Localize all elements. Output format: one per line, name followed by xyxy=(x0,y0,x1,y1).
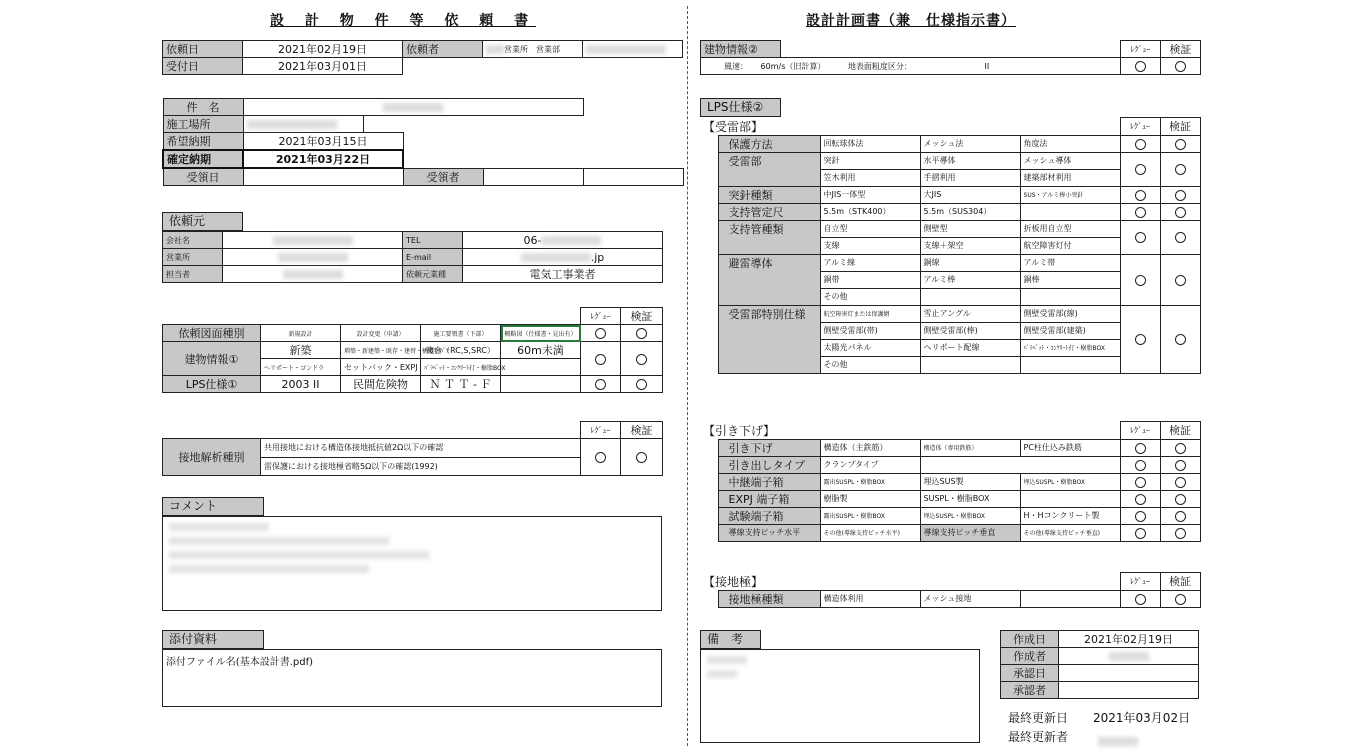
received-date-value[interactable]: 2021年03月01日 xyxy=(243,58,403,75)
lead-type-clamp[interactable]: クランプタイプ xyxy=(820,456,920,473)
circle-icon xyxy=(1135,207,1146,218)
lps-spec1-empty[interactable] xyxy=(501,376,581,393)
pitch-horizontal-other[interactable]: その他(導線支持ピッチ水平) xyxy=(820,524,920,541)
office-value[interactable] xyxy=(223,249,403,266)
relay-box-review-check[interactable] xyxy=(1120,473,1160,490)
company-label: 会社名 xyxy=(163,232,223,249)
requester-name[interactable] xyxy=(583,41,683,58)
circle-icon xyxy=(1175,139,1186,150)
circle-icon xyxy=(1175,190,1186,201)
rod-type-mid-jis[interactable]: 中JIS一体型 xyxy=(820,186,920,203)
circle-icon xyxy=(1135,477,1146,488)
approved-date-value[interactable] xyxy=(1059,665,1199,682)
approved-date-label: 承認日 xyxy=(1001,665,1059,682)
pipe-type-verify-check[interactable] xyxy=(1160,220,1200,254)
receptor-coping[interactable]: 笠木利用 xyxy=(820,169,920,186)
test-box-verify-check[interactable] xyxy=(1160,507,1200,524)
receiver-value[interactable] xyxy=(483,168,583,186)
ground-review-check[interactable] xyxy=(581,439,621,476)
protection-review-check[interactable] xyxy=(1120,135,1160,152)
building-structure[interactable]: 複合（RC,S,SRC） xyxy=(421,342,501,359)
created-date[interactable]: 2021年02月19日 xyxy=(1059,631,1199,648)
circle-icon xyxy=(1175,232,1186,243)
created-label: 作成日 xyxy=(1001,631,1059,648)
special-other[interactable]: その他 xyxy=(820,356,920,373)
pitch-vertical-other[interactable]: その他(導線支持ピッチ垂直) xyxy=(1020,524,1120,541)
receptor-building-member[interactable]: 建築部材利用 xyxy=(1020,169,1120,186)
circle-icon xyxy=(595,354,606,365)
rod-type-large-jis[interactable]: 大JIS xyxy=(920,186,1020,203)
circle-icon xyxy=(1135,460,1146,471)
test-box-review-check[interactable] xyxy=(1120,507,1160,524)
lps-spec1-hazard[interactable]: 民間危険物 xyxy=(341,376,421,393)
desired-delivery-value[interactable]: 2021年03月15日 xyxy=(243,133,403,151)
pipe-length-verify-check[interactable] xyxy=(1160,203,1200,220)
pitch-horizontal-label: 導線支持ピッチ水平 xyxy=(718,524,820,541)
special-wall-building[interactable]: 側壁受雷部(建築) xyxy=(1020,322,1120,339)
approver-label: 承認者 xyxy=(1001,682,1059,699)
fixed-delivery-label: 確定納期 xyxy=(163,150,243,168)
attach-text: 添付ファイル名(基本設計書.pdf) xyxy=(166,657,313,668)
earth-structure[interactable]: 構造体利用 xyxy=(820,590,920,607)
creator-value[interactable] xyxy=(1059,648,1199,665)
last-updated-value: 2021年03月02日 xyxy=(1093,711,1191,725)
special-solar-panel[interactable]: 太陽光パネル xyxy=(820,339,920,356)
relay-box-label: 中継端子箱 xyxy=(718,473,820,490)
site-value[interactable] xyxy=(243,116,363,133)
last-updater-value xyxy=(1098,731,1138,750)
lps-spec1-label: LPS仕様① xyxy=(163,376,261,393)
client-header: 依頼元 xyxy=(162,212,243,231)
circle-icon xyxy=(1175,443,1186,454)
building-new[interactable]: 新築 xyxy=(261,342,341,359)
circle-icon xyxy=(1135,164,1146,175)
request-date-label: 依頼日 xyxy=(163,41,243,58)
site-label: 施工場所 xyxy=(163,116,243,133)
receipt-date-value[interactable] xyxy=(243,168,403,186)
tel-label: TEL xyxy=(403,232,463,249)
lead-type-empty[interactable] xyxy=(920,456,1120,473)
request-info-table xyxy=(162,40,683,75)
drawing-type-table xyxy=(162,307,663,393)
project-name-value[interactable] xyxy=(243,99,583,116)
circle-icon xyxy=(1175,61,1186,72)
circle-icon xyxy=(636,379,647,390)
building-extension[interactable]: 増築・新建築・既存・建替・構造物ﾊﾟﾌ xyxy=(341,342,421,359)
conductor-review-check[interactable] xyxy=(1120,254,1160,305)
receptor-verify-check[interactable] xyxy=(1160,152,1200,186)
circle-icon xyxy=(1175,594,1186,605)
drawing-type-outline[interactable]: 概略図（仕様書・見出有） xyxy=(501,325,581,342)
test-box-exposed[interactable]: 露出SUSPL・樹脂BOX xyxy=(820,507,920,524)
downconductor-pc-column[interactable]: PC柱仕込み鉄筋 xyxy=(1020,439,1120,456)
ground-analysis-label: 接地解析種別 xyxy=(163,439,261,476)
circle-icon xyxy=(1135,275,1146,286)
protection-angle[interactable]: 角度法 xyxy=(1020,135,1120,152)
right-title: 設計計画書（兼 仕様指示書） xyxy=(806,13,1016,29)
rod-type-review-check[interactable] xyxy=(1120,186,1160,203)
conductor-label: 避雷導体 xyxy=(718,254,820,305)
earth-review-check[interactable] xyxy=(1120,590,1160,607)
circle-icon xyxy=(636,354,647,365)
circle-icon xyxy=(1135,61,1146,72)
project-table xyxy=(162,98,684,186)
building-verify-check[interactable] xyxy=(621,342,663,376)
conductor-empty-1[interactable] xyxy=(920,288,1020,305)
ground-analysis-table xyxy=(162,421,663,476)
pipe-type-guy[interactable]: 支線 xyxy=(820,237,920,254)
building-info1-label: 建物情報① xyxy=(163,342,261,376)
circle-icon xyxy=(595,379,606,390)
downconductor-table xyxy=(700,421,1201,542)
industry-value[interactable]: 電気工事業者 xyxy=(463,266,663,283)
circle-icon xyxy=(1135,334,1146,345)
conductor-other[interactable]: その他 xyxy=(820,288,920,305)
circle-icon xyxy=(1135,443,1146,454)
test-box-label: 試験端子箱 xyxy=(718,507,820,524)
special-verify-check[interactable] xyxy=(1160,305,1200,373)
conductor-cu-wire[interactable]: 銅線 xyxy=(920,254,1020,271)
downconductor-label: 引き下げ xyxy=(718,439,820,456)
pipe-length-label: 支持管定尺 xyxy=(718,203,820,220)
company-value[interactable] xyxy=(223,232,403,249)
lps-spec2-header: LPS仕様② xyxy=(700,98,781,117)
drawing-type-change[interactable]: 設計変更（申請） xyxy=(341,325,421,342)
attach-header: 添付資料 xyxy=(162,630,264,649)
drawing-type-new[interactable]: 新規設計 xyxy=(261,325,341,342)
circle-icon xyxy=(1135,139,1146,150)
client-table xyxy=(162,231,663,283)
email-label: E-mail xyxy=(403,249,463,266)
rod-type-verify-check[interactable] xyxy=(1160,186,1200,203)
circle-icon xyxy=(595,328,606,339)
relay-box-exposed[interactable]: 露出SUSPL・樹脂BOX xyxy=(820,473,920,490)
receptor-rod[interactable]: 突針 xyxy=(820,152,920,169)
receptor-table xyxy=(700,117,1201,374)
circle-icon xyxy=(1175,460,1186,471)
conductor-verify-check[interactable] xyxy=(1160,254,1200,305)
lead-type-label: 引き出しタイプ xyxy=(718,456,820,473)
pipe-type-label: 支持管種類 xyxy=(718,220,820,254)
pitch-vertical-label: 導線支持ピッチ垂直 xyxy=(920,524,1020,541)
expj-box-verify-check[interactable] xyxy=(1160,490,1200,507)
receptor-horizontal[interactable]: 水平導体 xyxy=(920,152,1020,169)
circle-icon xyxy=(1135,494,1146,505)
last-updated-label: 最終更新日 xyxy=(1008,711,1069,725)
special-heliport-wiring[interactable]: ヘリポート配線 xyxy=(920,339,1020,356)
pipe-type-review-check[interactable] xyxy=(1120,220,1160,254)
request-date-value[interactable]: 2021年02月19日 xyxy=(243,41,403,58)
conductor-al-rod[interactable]: アルミ棒 xyxy=(920,271,1020,288)
lps-spec1-verify-check[interactable] xyxy=(621,376,663,393)
pipe-type-guy-aerial[interactable]: 支線＋架空 xyxy=(920,237,1020,254)
special-empty-2[interactable] xyxy=(1020,356,1120,373)
verify-col-header-6: 検証 xyxy=(1160,573,1200,591)
circle-icon xyxy=(1135,232,1146,243)
building-info2-header: 建物情報② xyxy=(701,41,781,58)
ground-analysis-option1[interactable]: 共用接地における構造体接地抵抗値2Ω以下の確認 xyxy=(261,439,581,458)
person-label: 担当者 xyxy=(163,266,223,283)
special-snow-angle[interactable]: 雪止アングル xyxy=(920,305,1020,322)
circle-icon xyxy=(1175,477,1186,488)
lps-spec1-standard[interactable]: 2003 II xyxy=(261,376,341,393)
desired-delivery-label: 希望納期 xyxy=(163,133,243,151)
drawing-type-review-check[interactable] xyxy=(581,325,621,342)
pipe-length-review-check[interactable] xyxy=(1120,203,1160,220)
circle-icon xyxy=(636,328,647,339)
verify-col-header-5: 検証 xyxy=(1160,422,1200,440)
downconductor-dedicated-rebar[interactable]: 構造体（専用鉄筋） xyxy=(920,439,1020,456)
test-box-hh-concrete[interactable]: H・Hコンクリート製 xyxy=(1020,507,1120,524)
downconductor-section-title: 【引き下げ】 xyxy=(703,423,776,438)
pipe-length-sus[interactable]: 5.5m（SUS304） xyxy=(920,203,1020,220)
email-value[interactable]: .jp xyxy=(463,249,663,266)
special-wall-rod[interactable]: 側壁受雷部(棒) xyxy=(920,322,1020,339)
circle-icon xyxy=(1135,594,1146,605)
downconductor-main-rebar[interactable]: 構造体（主鉄筋） xyxy=(820,439,920,456)
lead-type-review-check[interactable] xyxy=(1120,456,1160,473)
fixed-delivery-value[interactable]: 2021年03月22日 xyxy=(243,150,403,168)
review-col-header-6: ﾚｸﾞｭｰ xyxy=(1120,573,1160,591)
circle-icon xyxy=(1175,207,1186,218)
special-empty-1[interactable] xyxy=(920,356,1020,373)
pitch-verify-check[interactable] xyxy=(1160,524,1200,541)
relay-box-embedded-suspl[interactable]: 埋込SUSPL・樹脂BOX xyxy=(1020,473,1120,490)
special-wall-wire[interactable]: 側壁受雷部(線) xyxy=(1020,305,1120,322)
special-parapet[interactable]: ﾊﾟﾗﾍﾟｯﾄ・ｺﾝｸﾘｰﾄ打・樹脂BOX xyxy=(1020,339,1120,356)
person-value[interactable] xyxy=(223,266,403,283)
wind-row[interactable]: 風速： 60m/s（旧計算） 地表面粗度区分： II xyxy=(701,58,1121,75)
circle-icon xyxy=(1175,494,1186,505)
receipt-date-label: 受領日 xyxy=(163,168,243,186)
circle-icon xyxy=(1135,528,1146,539)
receiver-label: 受領者 xyxy=(403,168,483,186)
drawing-type-procedure[interactable]: 施工要領書（下部） xyxy=(421,325,501,342)
downconductor-verify-check[interactable] xyxy=(1160,439,1200,456)
receptor-section-title: 【受雷部】 xyxy=(703,119,764,134)
protection-mesh[interactable]: メッシュ法 xyxy=(920,135,1020,152)
pitch-review-check[interactable] xyxy=(1120,524,1160,541)
pipe-type-standalone[interactable]: 自立型 xyxy=(820,220,920,237)
left-title: 設 計 物 件 等 依 頼 書 xyxy=(270,13,537,29)
circle-icon xyxy=(595,452,606,463)
conductor-al-wire[interactable]: アルミ線 xyxy=(820,254,920,271)
expj-box-empty[interactable] xyxy=(1020,490,1120,507)
drawing-type-verify-check[interactable] xyxy=(621,325,663,342)
attach-box[interactable] xyxy=(162,649,662,707)
review-col-header-4: ﾚｸﾞｭｰ xyxy=(1120,118,1160,136)
ground-verify-check[interactable] xyxy=(621,439,663,476)
office-label: 営業所 xyxy=(163,249,223,266)
circle-icon xyxy=(1135,190,1146,201)
creator-label: 作成者 xyxy=(1001,648,1059,665)
review-col-header-3: ﾚｸﾞｭｰ xyxy=(1121,41,1161,58)
expj-box-resin[interactable]: 樹脂製 xyxy=(820,490,920,507)
wind-review-check[interactable] xyxy=(1121,58,1161,75)
circle-icon xyxy=(1175,528,1186,539)
building-parapet[interactable]: ﾊﾟﾗﾍﾟｯﾄ・ｺﾝｸﾘｰﾄ打・樹脂BOX xyxy=(421,359,501,376)
lps-spec1-review-check[interactable] xyxy=(581,376,621,393)
conductor-empty-2[interactable] xyxy=(1020,288,1120,305)
review-col-header-2: ﾚｸﾞｭｰ xyxy=(581,422,621,439)
earth-mesh[interactable]: メッシュ接地 xyxy=(920,590,1020,607)
special-aviation-net[interactable]: 航空障害灯または保護網 xyxy=(820,305,920,322)
protection-verify-check[interactable] xyxy=(1160,135,1200,152)
review-col-header-5: ﾚｸﾞｭｰ xyxy=(1120,422,1160,440)
special-wall-strip[interactable]: 側壁受雷部(帯) xyxy=(820,322,920,339)
expj-box-review-check[interactable] xyxy=(1120,490,1160,507)
pipe-length-stk[interactable]: 5.5m（STK400） xyxy=(820,203,920,220)
pipe-type-wall[interactable]: 側壁型 xyxy=(920,220,1020,237)
building-setback[interactable]: セットバック・EXPJ xyxy=(341,359,421,376)
circle-icon xyxy=(1135,511,1146,522)
downconductor-review-check[interactable] xyxy=(1120,439,1160,456)
industry-label: 依頼元業種 xyxy=(403,266,463,283)
relay-box-verify-check[interactable] xyxy=(1160,473,1200,490)
pipe-type-folded[interactable]: 折板用自立型 xyxy=(1020,220,1120,237)
circle-icon xyxy=(1175,334,1186,345)
comment-header: コメント xyxy=(162,497,264,516)
receiver-extra[interactable] xyxy=(583,168,683,186)
building-heliport[interactable]: ヘリポート・ゴンドラ xyxy=(261,359,341,376)
review-col-header: ﾚｸﾞｭｰ xyxy=(581,308,621,325)
comment-box[interactable] xyxy=(162,516,662,611)
conductor-al-strip[interactable]: アルミ帯 xyxy=(1020,254,1120,271)
received-date-label: 受付日 xyxy=(163,58,243,75)
receptor-handrail[interactable]: 手摺利用 xyxy=(920,169,1020,186)
building-info2-table xyxy=(700,40,1201,75)
receptor-label: 受雷部 xyxy=(718,152,820,186)
rod-type-sus[interactable]: SUS・アルミ棒小突針 xyxy=(1020,186,1120,203)
earth-verify-check[interactable] xyxy=(1160,590,1200,607)
conductor-cu-strip[interactable]: 銅帯 xyxy=(820,271,920,288)
pipe-length-empty[interactable] xyxy=(1020,203,1120,220)
building-height[interactable]: 60m未満 xyxy=(501,342,581,359)
remarks-box[interactable] xyxy=(700,649,980,743)
verify-col-header-4: 検証 xyxy=(1160,118,1200,136)
last-updater-label: 最終更新者 xyxy=(1008,730,1069,744)
earth-type-label: 接地極種類 xyxy=(718,590,820,607)
pipe-type-aviation-light[interactable]: 航空障害灯付 xyxy=(1020,237,1120,254)
requester-label: 依頼者 xyxy=(403,41,483,58)
remarks-header: 備 考 xyxy=(700,630,761,649)
special-review-check[interactable] xyxy=(1120,305,1160,373)
special-spec-label: 受雷部特別仕様 xyxy=(718,305,820,373)
drawing-type-label: 依頼図面種別 xyxy=(163,325,261,342)
earth-section-title: 【接地極】 xyxy=(703,574,764,589)
building-empty[interactable] xyxy=(501,359,581,376)
earth-table xyxy=(700,572,1201,608)
wind-verify-check[interactable] xyxy=(1161,58,1201,75)
protection-method-label: 保護方法 xyxy=(718,135,820,152)
circle-icon xyxy=(1175,511,1186,522)
rod-type-label: 突針種類 xyxy=(718,186,820,203)
verify-col-header-3: 検証 xyxy=(1161,41,1201,58)
approver-value[interactable] xyxy=(1059,682,1199,699)
tel-value[interactable]: 06- xyxy=(463,232,663,249)
circle-icon xyxy=(1175,164,1186,175)
approval-table xyxy=(1000,630,1199,699)
circle-icon xyxy=(1175,275,1186,286)
relay-box-embedded-sus[interactable]: 埋込SUS製 xyxy=(920,473,1020,490)
lead-type-verify-check[interactable] xyxy=(1160,456,1200,473)
receptor-mesh[interactable]: メッシュ導体 xyxy=(1020,152,1120,169)
ground-analysis-option2[interactable]: 雷保護における接地極省略5Ω以下の確認(1992) xyxy=(261,457,581,476)
expj-box-label: EXPJ 端子箱 xyxy=(718,490,820,507)
receptor-review-check[interactable] xyxy=(1120,152,1160,186)
circle-icon xyxy=(636,452,647,463)
verify-col-header: 検証 xyxy=(621,308,663,325)
test-box-embedded[interactable]: 埋込SUSPL・樹脂BOX xyxy=(920,507,1020,524)
building-review-check[interactable] xyxy=(581,342,621,376)
page-divider xyxy=(687,6,688,746)
protection-rolling-sphere[interactable]: 回転球体法 xyxy=(820,135,920,152)
earth-empty[interactable] xyxy=(1020,590,1120,607)
project-name-label: 件 名 xyxy=(163,99,243,116)
requester-dept[interactable]: 営業所 営業部 xyxy=(483,41,583,58)
conductor-cu-rod[interactable]: 銅棒 xyxy=(1020,271,1120,288)
lps-spec1-ntt[interactable]: Ｎ Ｔ Ｔ - Ｆ xyxy=(421,376,501,393)
verify-col-header-2: 検証 xyxy=(621,422,663,439)
expj-box-suspl[interactable]: SUSPL・樹脂BOX xyxy=(920,490,1020,507)
